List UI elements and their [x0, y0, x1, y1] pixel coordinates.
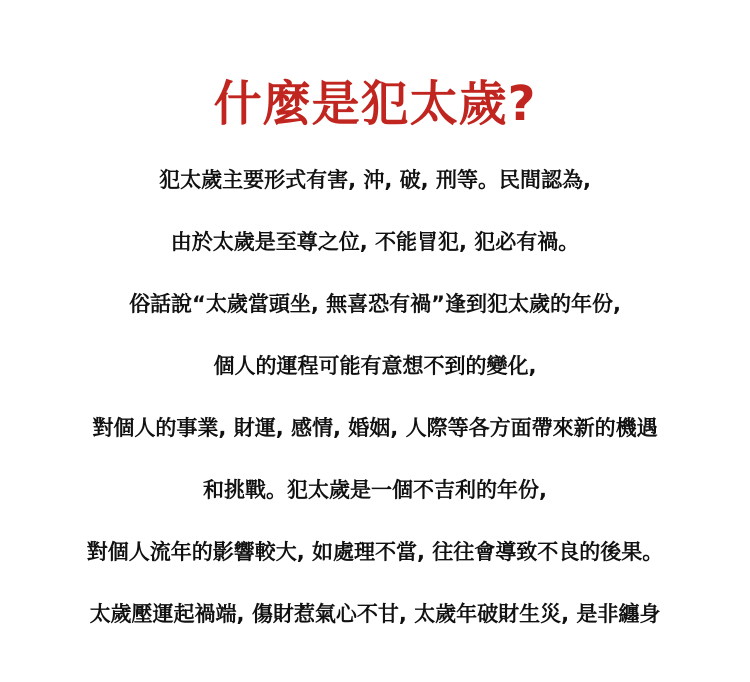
body-text — [0, 160, 750, 656]
body-line-8: 太歲壓運起禍端, 傷財惹氣心不甘, 太歲年破財生災, 是非纏身 — [89, 602, 661, 626]
body-line-5: 對個人的事業, 財運, 感情, 婚姻, 人際等各方面帶來新的機遇 — [92, 416, 658, 440]
body-line-3: 俗話說“太歲當頭坐, 無喜恐有禍”逢到犯太歲的年份, — [129, 292, 621, 316]
body-line-2: 由於太歲是至尊之位, 不能冒犯, 犯必有禍。 — [170, 230, 580, 254]
body-line-6: 和挑戰。犯太歲是一個不吉利的年份, — [203, 478, 547, 502]
body-line-1: 犯太歲主要形式有害, 沖, 破, 刑等。民間認為, — [159, 168, 591, 192]
body-line-7: 對個人流年的影響較大, 如處理不當, 往往會導致不良的後果。 — [86, 540, 664, 564]
page-title: 什麼是犯太歲? — [213, 76, 537, 132]
body-line-4: 個人的運程可能有意想不到的變化, — [213, 354, 537, 378]
